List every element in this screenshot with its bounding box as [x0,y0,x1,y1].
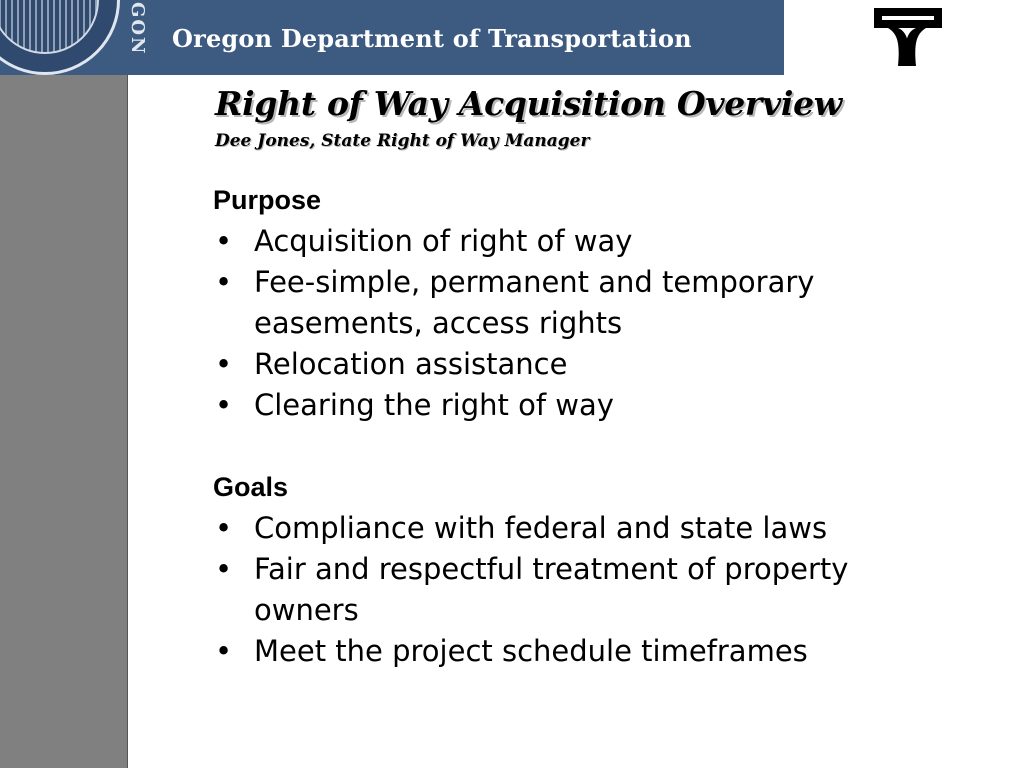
list-item [213,385,894,426]
bullet-icon: • [215,552,233,586]
bullet-text: Compliance with federal and state laws [254,511,828,545]
bullet-icon: • [215,511,233,545]
bullet-text: Fee-simple, permanent and temporary easements, access rights [254,265,815,340]
purpose-list [213,221,913,426]
seal-emblem-icon [0,0,99,54]
slide-content [213,180,913,672]
bullet-text: Acquisition of right of way [254,224,633,258]
list-item [213,508,894,549]
bullet-icon: • [215,224,233,258]
purpose-heading: Purpose [213,185,322,215]
odot-logo-icon [868,4,946,70]
side-bar [0,75,128,768]
list-item [213,221,894,262]
bullet-text: Fair and respectful treatment of property owners [254,552,849,627]
goals-heading: Goals [213,472,289,502]
section-spacer [213,426,913,467]
oregon-seal-icon [0,0,120,75]
list-item [213,262,894,344]
bullet-icon: • [215,634,233,668]
slide-title: Right of Way Acquisition Overview [215,84,842,123]
list-item [213,549,894,631]
list-item [213,631,894,672]
bullet-text: Meet the project schedule timeframes [254,634,808,668]
header-band [0,0,784,75]
seal-text: GON [127,2,148,56]
goals-list [213,508,913,672]
bullet-text: Clearing the right of way [254,388,614,422]
bullet-icon: • [215,347,233,381]
slide-subtitle: Dee Jones, State Right of Way Manager [215,131,590,151]
bullet-text: Relocation assistance [254,347,568,381]
list-item [213,344,894,385]
agency-name: Oregon Department of Transportation [172,24,692,53]
bullet-icon: • [215,265,233,299]
bullet-icon: • [215,388,233,422]
